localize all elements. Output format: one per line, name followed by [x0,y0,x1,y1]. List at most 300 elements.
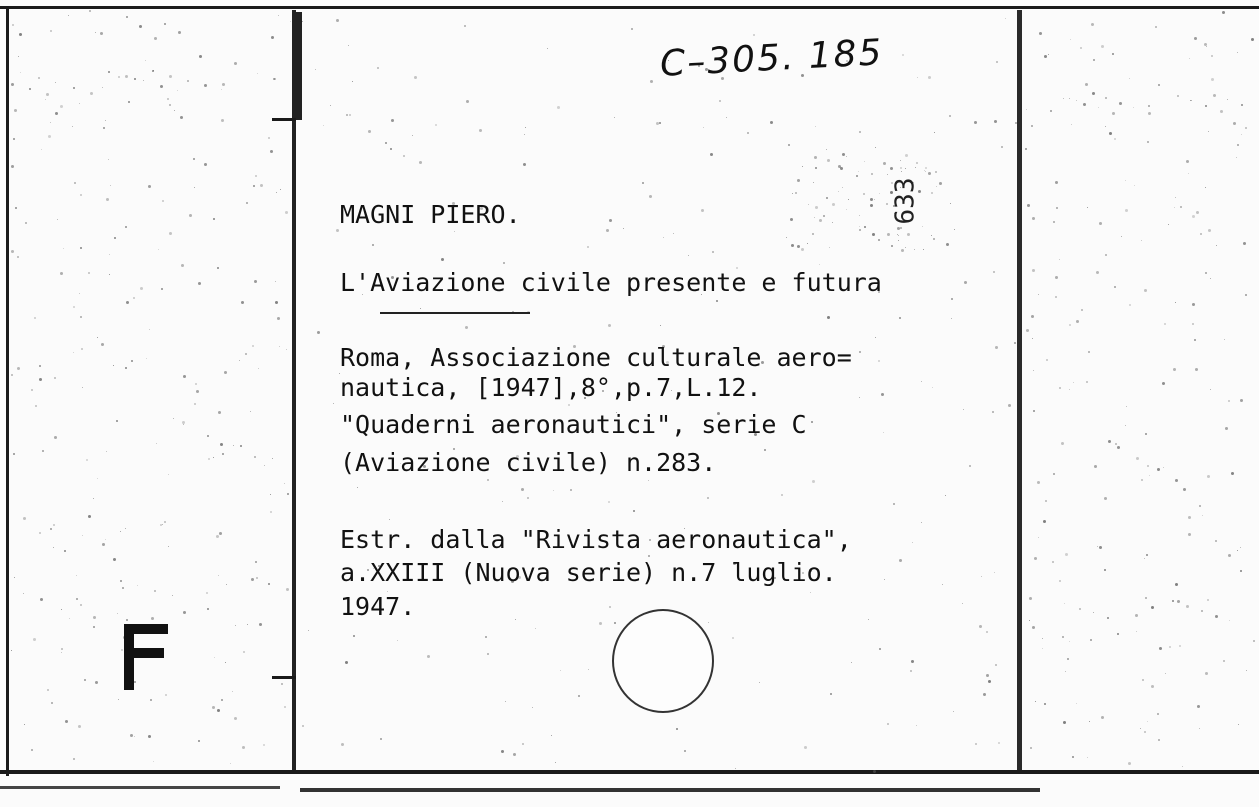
scan-speck [1086,381,1088,383]
scan-speck [829,247,830,248]
scan-speck [1205,105,1207,107]
scan-speck [308,630,309,631]
card-tab-top [272,118,296,121]
scan-speck [1093,59,1095,61]
scan-speck [570,489,572,491]
scan-speck [14,577,15,578]
scan-speck [791,244,794,247]
scan-speck [11,165,14,168]
scan-speck [996,61,998,63]
scan-speck [183,375,186,378]
scan-speck [1206,46,1207,47]
scan-speck [80,194,82,196]
scan-speck [879,648,881,650]
scan-speck [255,175,257,177]
scan-speck [153,70,154,71]
scan-speck [276,192,277,193]
scan-speck [54,377,56,379]
series-line: "Quaderni aeronautici", serie C [340,410,807,439]
scan-speck [61,652,62,653]
scan-speck [524,134,525,135]
bottom-border-line-left [0,786,280,789]
note-line: a.XXIII (Nuova serie) n.7 luglio. [340,558,837,587]
scan-speck [134,78,136,80]
scan-speck [1067,658,1069,660]
card-left-edge [292,10,296,772]
scan-speck [154,37,157,40]
scan-speck [1076,703,1077,704]
scan-speck [1064,603,1065,604]
scan-speck [60,272,63,275]
scan-speck [786,237,787,238]
scan-speck [11,83,14,86]
scan-speck [815,206,818,209]
scan-speck [1227,99,1228,100]
scan-speck [168,546,169,547]
scan-speck [353,635,355,637]
scan-speck [377,67,379,69]
scan-speck [814,156,817,159]
scan-speck [1225,427,1228,430]
scan-speck [156,443,157,444]
scan-speck [1210,278,1211,279]
scan-speck [1136,457,1139,460]
scan-speck [898,235,899,236]
scan-speck [1145,433,1147,435]
scan-speck [770,121,773,124]
f-mark-middle-bar [124,648,164,658]
scan-speck [846,156,847,157]
scan-speck [80,604,82,606]
scan-speck [949,115,951,117]
scan-speck [146,358,147,359]
scan-speck [348,45,349,46]
scan-speck [336,229,339,232]
scan-speck [277,317,280,320]
scan-speck [703,127,704,128]
scan-speck [1063,721,1066,724]
scan-speck [181,264,184,267]
scan-speck [412,135,413,136]
scan-speck [1112,53,1114,55]
scan-speck [232,691,233,692]
scan-speck [54,436,57,439]
scan-speck [974,121,977,124]
scan-speck [981,576,982,577]
scan-speck [792,193,793,194]
scan-speck [1099,222,1102,225]
scan-speck [42,450,44,452]
scan-speck [64,550,66,552]
scan-speck [1173,368,1176,371]
scan-speck [88,515,91,518]
scan-speck [1039,32,1042,35]
scan-speck [206,592,208,594]
scan-speck [88,272,90,274]
scan-speck [819,264,820,265]
scan-speck [897,234,898,235]
scan-speck [196,390,199,393]
scan-speck [925,167,927,169]
scan-speck [278,15,279,16]
scan-speck [707,497,709,499]
scan-speck [1119,102,1122,105]
scan-speck [74,182,76,184]
scan-speck [13,138,15,140]
scan-speck [208,458,210,460]
scan-speck [1033,410,1035,412]
scan-speck [139,25,142,28]
scan-speck [501,750,504,753]
scan-speck [259,623,262,626]
scan-speck [389,519,390,520]
scan-speck [160,85,163,88]
scan-speck [911,660,914,663]
scan-speck [50,528,52,530]
scan-speck [532,707,533,708]
scan-speck [1199,505,1201,507]
scan-speck [1107,617,1109,619]
scan-speck [648,555,650,557]
scan-speck [887,233,890,236]
scan-speck [1027,204,1030,207]
scan-speck [1090,639,1092,641]
scan-speck [1245,294,1247,296]
scan-speck [1008,404,1011,407]
scan-speck [1136,631,1137,632]
scan-speck [1168,224,1169,225]
scan-speck [1062,636,1064,638]
scan-speck [1163,467,1164,468]
scan-speck [485,636,487,638]
scan-speck [273,78,275,80]
scan-speck [872,233,875,236]
bottom-border-line [0,770,1259,774]
scan-speck [642,182,644,184]
scan-speck [242,746,245,749]
scan-speck [257,73,258,74]
scan-speck [1169,646,1171,648]
scan-speck [108,159,109,160]
scan-speck [1211,78,1214,81]
scan-speck [726,117,727,118]
scan-speck [1042,648,1043,649]
scan-speck [827,159,830,162]
scan-speck [969,465,971,467]
scan-speck [811,421,813,423]
scan-speck [864,161,865,162]
scan-speck [936,186,937,187]
scan-speck [240,445,242,447]
scan-speck [1202,515,1203,516]
scan-speck [951,298,953,300]
scan-speck [167,98,169,100]
scan-speck [1069,324,1071,326]
scan-speck [819,219,822,222]
scan-speck [55,82,56,83]
scan-speck [1188,533,1191,536]
scan-speck [113,558,116,561]
scan-speck [875,147,876,148]
scan-speck [925,171,926,172]
scan-speck [992,411,994,413]
scan-speck [830,693,832,695]
scan-speck [921,381,922,382]
scan-speck [1192,215,1195,218]
scan-speck [154,590,156,592]
scan-speck [1026,109,1027,110]
scan-speck [878,360,880,362]
scan-speck [217,709,220,712]
scan-speck [846,209,847,210]
scan-speck [216,535,219,538]
scan-speck [140,287,143,290]
scan-speck [1126,406,1127,407]
scan-speck [676,728,678,730]
scan-speck [286,588,289,591]
scan-speck [1243,242,1246,245]
scan-speck [1133,107,1134,108]
scan-speck [1065,553,1068,556]
scan-speck [1112,112,1115,115]
scan-speck [120,531,121,532]
scan-speck [1158,739,1160,741]
scan-speck [1205,672,1208,675]
scan-speck [33,638,36,641]
scan-speck [848,199,849,200]
scan-speck [125,226,127,228]
scan-speck [23,517,26,520]
scan-speck [84,679,86,681]
scan-speck [122,587,124,589]
scan-speck [263,744,265,746]
scan-speck [341,743,344,746]
card-tab-top-stub [296,12,302,120]
scan-speck [747,132,749,134]
scan-speck [1055,181,1058,184]
scan-speck [614,117,615,118]
scan-speck [1200,233,1202,235]
scan-speck [812,233,814,235]
scan-speck [41,149,42,150]
scan-speck [1050,110,1052,112]
scan-speck [385,142,387,144]
scan-speck [1159,647,1162,650]
scan-speck [1175,197,1176,198]
scan-speck [963,409,964,410]
scan-speck [1147,465,1149,467]
scan-speck [466,100,469,103]
scan-speck [1210,389,1211,390]
scan-speck [268,583,270,585]
scan-speck [986,631,988,633]
scan-speck [390,148,392,150]
scan-speck [663,237,664,238]
scan-speck [1188,173,1189,174]
scan-speck [1135,614,1138,617]
scan-speck [1240,547,1241,548]
scan-speck [910,670,912,672]
scan-speck [14,109,17,112]
scan-speck [1237,550,1238,551]
scan-speck [134,736,135,737]
scan-speck [162,524,163,525]
scan-speck [1240,570,1242,572]
scan-speck [380,738,382,740]
scan-speck [65,720,68,723]
scan-speck [235,625,236,626]
scan-speck [17,256,19,258]
scan-speck [128,101,130,103]
scan-speck [1025,148,1027,150]
scan-speck [82,535,83,536]
scan-speck [914,249,915,250]
scan-speck [1224,339,1225,340]
scan-speck [807,243,808,244]
scan-speck [659,122,661,124]
scan-speck [842,153,845,156]
scan-speck [105,539,106,540]
scan-speck [1129,78,1130,79]
scan-speck [1186,605,1189,608]
scan-speck [513,753,516,756]
scan-speck [221,699,223,701]
scan-speck [934,132,935,133]
scan-speck [73,306,75,308]
scan-speck [117,613,118,614]
scan-speck [93,616,96,619]
scan-speck [145,60,146,61]
scan-speck [100,32,103,35]
scan-speck [859,397,860,398]
scan-speck [684,750,686,752]
scan-speck [315,69,316,70]
scan-speck [233,445,234,446]
scan-speck [487,479,489,481]
scan-speck [165,694,167,696]
scan-speck [874,199,875,200]
scan-speck [31,749,33,751]
scan-speck [250,411,251,412]
scan-speck [893,503,895,505]
scan-speck [169,104,171,106]
scan-speck [813,182,814,183]
scan-speck [172,595,173,596]
scan-speck [931,235,932,236]
scan-speck [660,325,661,326]
scan-speck [864,226,866,228]
scan-speck [884,579,885,580]
scan-speck [187,80,189,82]
scan-speck [1194,37,1197,40]
scan-speck [226,584,227,585]
scan-speck [90,92,93,95]
scan-speck [103,127,105,129]
scan-speck [633,510,635,512]
scan-speck [505,701,506,702]
scan-speck [79,293,80,294]
scan-speck [48,135,51,138]
scan-speck [1147,721,1148,722]
scan-speck [832,222,833,223]
scan-speck [1141,479,1143,481]
scan-speck [1148,105,1150,107]
scan-speck [826,149,827,150]
scan-speck [79,103,80,104]
scan-speck [1001,146,1003,148]
scan-speck [1192,323,1194,325]
scan-speck [1207,475,1210,478]
publication-line: nautica, [1947],8°,p.7,L.12. [340,373,762,402]
scan-speck [207,435,209,437]
scan-speck [851,662,852,663]
scan-speck [23,593,24,594]
scan-speck [1063,98,1064,99]
scan-speck [1183,488,1186,491]
scan-speck [1134,185,1135,186]
scan-speck [73,87,75,89]
scan-speck [1087,207,1088,208]
scan-speck [47,689,49,691]
scan-speck [1105,126,1106,127]
scan-speck [81,348,83,350]
scan-speck [198,740,200,742]
scan-speck [78,725,81,728]
scan-speck [102,543,105,546]
scan-speck [213,218,215,220]
scan-speck [352,81,353,82]
scan-speck [1241,104,1243,106]
scan-speck [108,71,110,73]
scan-speck [199,55,202,58]
scan-speck [151,617,154,620]
scan-speck [1158,84,1160,86]
scan-speck [13,453,15,455]
scan-speck [1172,600,1174,602]
scan-speck [623,228,624,229]
scan-speck [916,725,917,726]
scan-speck [1157,713,1159,715]
scan-speck [899,317,901,319]
scan-speck [39,365,41,367]
scan-speck [60,105,63,108]
scan-speck [53,547,54,548]
scan-speck [1072,756,1074,758]
scan-speck [608,324,611,327]
scan-speck [1196,211,1199,214]
scan-speck [923,249,924,250]
author-heading: MAGNI PIERO. [340,200,521,229]
scan-speck [993,271,995,273]
publication-line: Roma, Associazione culturale aero= [340,343,852,372]
scan-speck [130,734,133,737]
scan-speck [883,432,884,433]
scan-speck [414,76,417,79]
scan-speck [1042,638,1043,639]
scan-speck [93,498,94,499]
scan-speck [212,706,215,709]
scan-speck [133,297,135,299]
scan-speck [1141,240,1142,241]
scan-speck [1182,766,1183,767]
scan-speck [871,173,873,175]
scan-speck [255,561,257,563]
scan-speck [708,622,709,623]
scan-speck [523,163,526,166]
scan-speck [391,119,394,122]
scan-speck [1059,580,1061,582]
scan-speck [194,187,195,188]
